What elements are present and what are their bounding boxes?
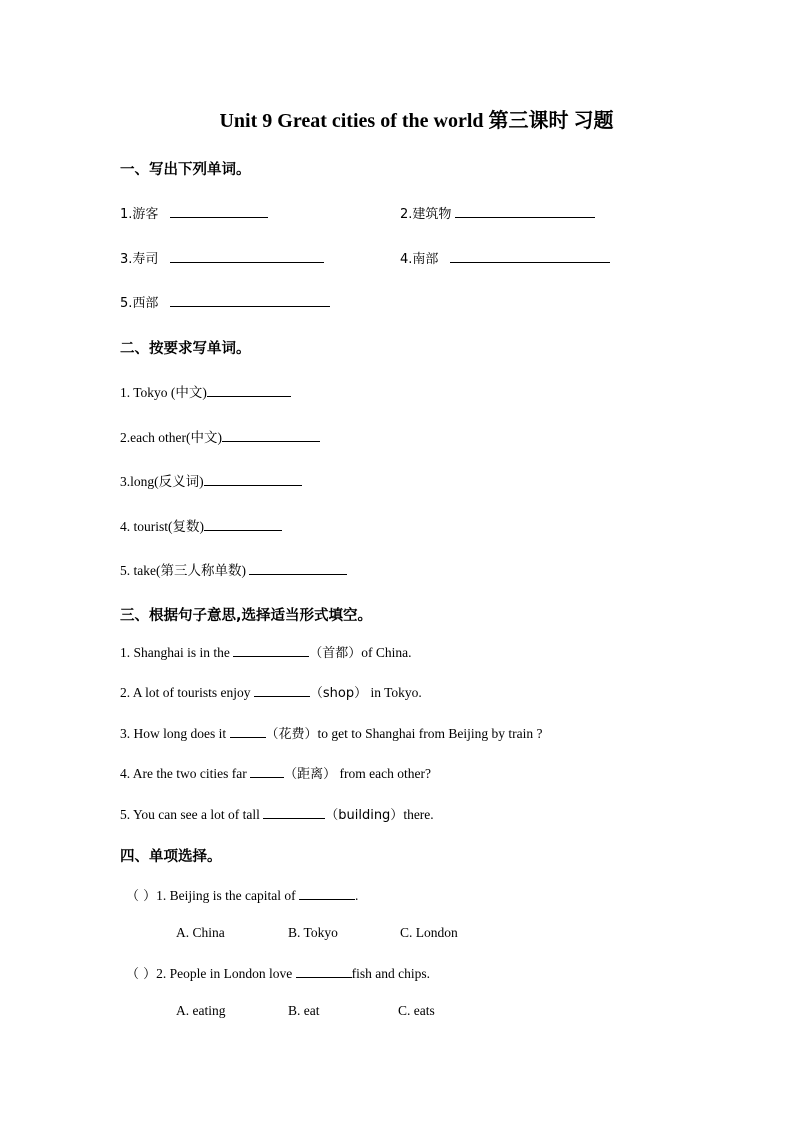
s4-question-1 <box>126 885 358 904</box>
s3-item-2 <box>120 682 422 701</box>
s4-q1-stem: 1. Beijing is the capital of <box>156 888 299 903</box>
s3-item-5-hint: （building） <box>325 808 404 823</box>
s2-item-2-label: 2.each other(中文) <box>120 430 222 445</box>
s3-item-3 <box>120 723 542 742</box>
s4-q2-option-c: C. eats <box>398 1003 435 1018</box>
s1-item-3-blank[interactable] <box>170 249 324 263</box>
s4-q2-option-b: B. eat <box>288 1003 320 1018</box>
s4-q2-end: fish and chips. <box>351 966 430 981</box>
s3-item-2-end: in Tokyo. <box>367 685 422 700</box>
s1-item-2-label: 2.建筑物 <box>400 207 452 222</box>
s2-item-5-blank[interactable] <box>249 561 347 575</box>
s3-item-1-blank[interactable] <box>233 643 309 657</box>
s3-item-5-blank[interactable] <box>263 805 325 819</box>
s2-item-5 <box>120 559 347 579</box>
s1-item-1-label: 1.游客 <box>120 207 159 222</box>
s1-item-1 <box>120 203 268 222</box>
s2-item-3-blank[interactable] <box>204 472 302 486</box>
s2-item-5-label: 5. take(第三人称单数) <box>120 563 250 578</box>
s1-item-5-label: 5.西部 <box>120 296 159 311</box>
section-2-heading: 二、按要求写单词。 <box>120 341 251 357</box>
s1-item-3-label: 3.寿司 <box>120 252 159 267</box>
s4-question-2 <box>126 963 430 982</box>
s3-item-2-blank[interactable] <box>254 683 310 697</box>
s2-item-2 <box>120 426 320 446</box>
s4-q1-option-c: C. London <box>400 925 458 940</box>
s2-item-4 <box>120 515 282 535</box>
s3-item-4-blank[interactable] <box>250 764 284 778</box>
s3-item-3-blank[interactable] <box>230 724 266 738</box>
s4-q1-answer-bracket[interactable]: （ ） <box>126 889 157 904</box>
s2-item-2-blank[interactable] <box>222 428 320 442</box>
s4-q1-blank[interactable] <box>299 886 355 900</box>
s3-item-3-end: to get to Shanghai from Beijing by train ? <box>317 726 543 741</box>
s3-item-1-text: 1. Shanghai is in the <box>120 645 234 660</box>
s4-q1-option-b: B. Tokyo <box>288 925 338 940</box>
s4-q1-option-a: A. China <box>176 925 225 940</box>
s4-q1-end: . <box>355 888 359 903</box>
s3-item-4-hint: （距离） <box>284 767 337 782</box>
s3-item-1-end: of China. <box>361 645 412 660</box>
s3-item-1-hint: （首都） <box>309 646 362 661</box>
section-3-heading: 三、根据句子意思,选择适当形式填空。 <box>120 608 373 624</box>
s4-q2-answer-bracket[interactable]: （ ） <box>126 967 157 982</box>
s2-item-1 <box>120 381 291 401</box>
s2-item-4-blank[interactable] <box>204 517 282 531</box>
s4-q2-stem: 2. People in London love <box>156 966 296 981</box>
s3-item-5 <box>120 804 434 823</box>
s1-item-2-blank[interactable] <box>455 204 595 218</box>
s1-item-1-blank[interactable] <box>170 204 268 218</box>
section-1-heading: 一、写出下列单词。 <box>120 162 251 178</box>
s3-item-4-end: from each other? <box>336 766 431 781</box>
section-4-heading: 四、单项选择。 <box>120 849 222 865</box>
page-title: Unit 9 Great cities of the world 第三课时 习题 <box>219 110 614 132</box>
s2-item-3-label: 3.long(反义词) <box>120 474 204 489</box>
s1-item-3 <box>120 248 324 267</box>
s3-item-5-text: 5. You can see a lot of tall <box>120 807 264 822</box>
s1-item-5-blank[interactable] <box>170 293 330 307</box>
s2-item-1-label: 1. Tokyo (中文) <box>120 385 207 400</box>
s3-item-2-text: 2. A lot of tourists enjoy <box>120 685 254 700</box>
s2-item-3 <box>120 470 302 490</box>
s2-item-1-blank[interactable] <box>207 383 291 397</box>
s4-q2-option-a: A. eating <box>176 1003 226 1018</box>
s3-item-4-text: 4. Are the two cities far <box>120 766 251 781</box>
s3-item-4 <box>120 763 431 782</box>
s3-item-3-text: 3. How long does it <box>120 726 230 741</box>
s4-q2-blank[interactable] <box>296 964 352 978</box>
s1-item-4 <box>400 248 610 267</box>
s1-item-4-label: 4.南部 <box>400 252 439 267</box>
s3-item-5-end: there. <box>403 807 434 822</box>
s1-item-5 <box>120 292 330 311</box>
s2-item-4-label: 4. tourist(复数) <box>120 519 204 534</box>
s1-item-2 <box>400 203 595 222</box>
s3-item-1 <box>120 642 412 661</box>
s3-item-3-hint: （花费） <box>265 727 318 742</box>
s1-item-4-blank[interactable] <box>450 249 610 263</box>
s3-item-2-hint: （shop） <box>309 686 368 701</box>
